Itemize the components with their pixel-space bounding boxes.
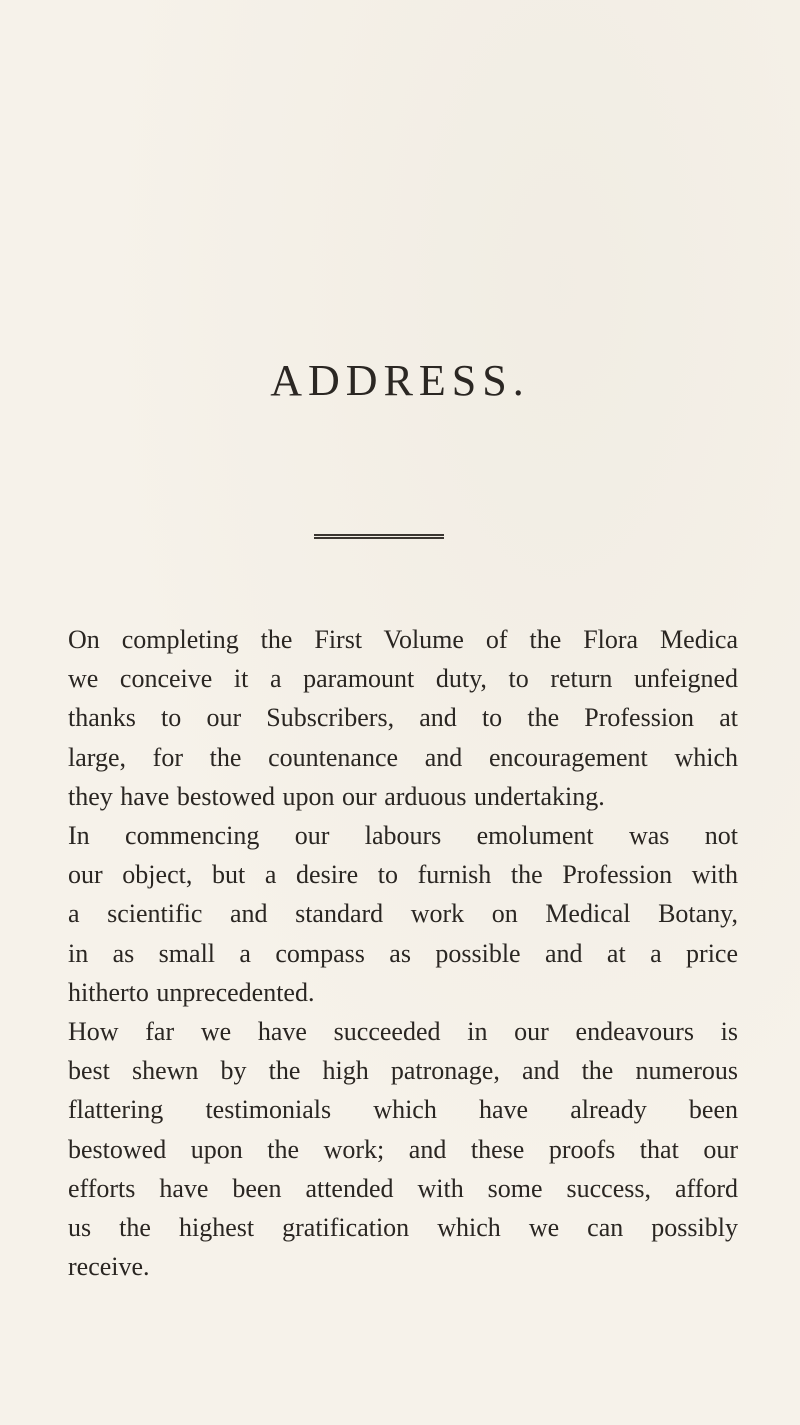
text-line: bestowed upon the work; and these proofs that our — [68, 1134, 738, 1164]
text-line: our object, but a desire to furnish the Profession with — [68, 860, 738, 890]
text-line: flattering testimonials which have already been — [68, 1095, 738, 1125]
text-line: How far we have succeeded in our endeavours is — [68, 1017, 738, 1047]
text-line: they have bestowed upon our arduous undertaking. — [68, 781, 605, 811]
text-line: hitherto unprecedented. — [68, 977, 315, 1007]
text-line: efforts have been attended with some success, afford — [68, 1173, 738, 1203]
paragraph-2 — [68, 816, 738, 1012]
text-line: On completing the First Volume of the Flora Medica — [68, 625, 738, 654]
page-title: ADDRESS. — [270, 356, 530, 405]
text-line: us the highest gratification which we can possibly — [68, 1213, 738, 1243]
text-line: a scientific and standard work on Medical Botany, — [68, 899, 738, 929]
body-text — [68, 620, 738, 1286]
text-line: thanks to our Subscribers, and to the Profession at — [68, 703, 738, 733]
text-line: receive. — [68, 1252, 150, 1282]
paragraph-3 — [68, 1012, 738, 1286]
text-line: In commencing our labours emolument was not — [68, 821, 738, 851]
text-line: large, for the countenance and encouragement which — [68, 742, 738, 772]
text-line: we conceive it a paramount duty, to return unfeigned — [68, 664, 738, 694]
text-line: best shewn by the high patronage, and the numerous — [68, 1056, 738, 1086]
text-line: in as small a compass as possible and at a price — [68, 938, 738, 968]
decorative-double-rule — [314, 534, 444, 539]
paragraph-1 — [68, 620, 738, 816]
